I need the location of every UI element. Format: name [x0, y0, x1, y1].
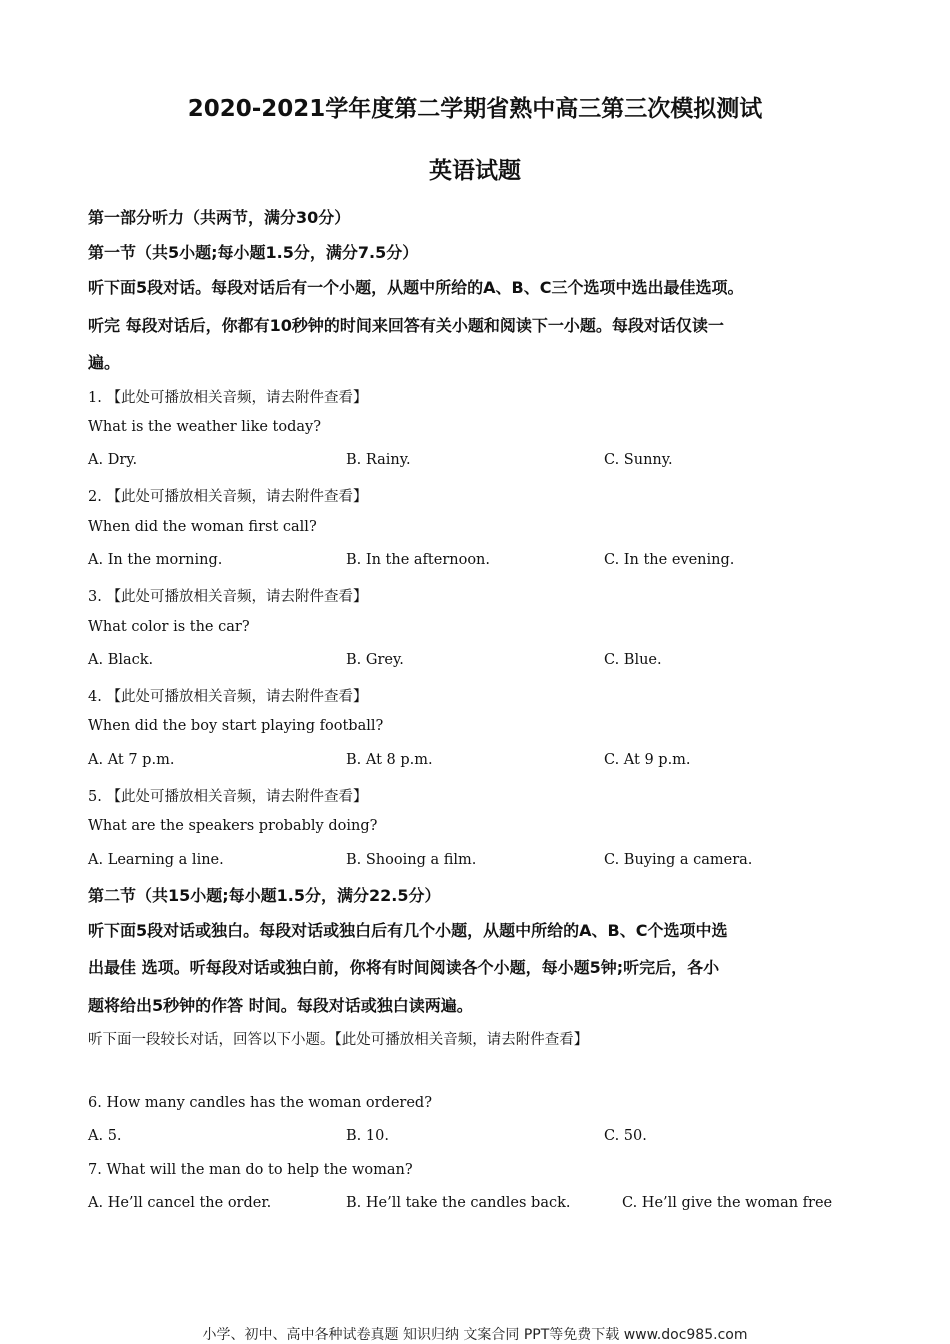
- option-a: A. 5.: [88, 1128, 122, 1144]
- section1-instruction: 听下面5段对话。每段对话后有一个小题，从题中所给的A、B、C三个选项中选出最佳选项。: [88, 278, 744, 297]
- question-text: 7. What will the man do to help the woman?: [88, 1162, 413, 1178]
- option-b: B. Shooing a film.: [346, 852, 477, 868]
- audio-placeholder[interactable]: 4. 【此处可播放相关音频，请去附件查看】: [88, 689, 368, 705]
- section1-instruction: 遍。: [88, 353, 121, 372]
- option-a: A. At 7 p.m.: [88, 752, 175, 768]
- option-b: B. In the afternoon.: [346, 552, 491, 568]
- option-c: C. 50.: [604, 1128, 647, 1144]
- option-a: A. Dry.: [88, 452, 138, 468]
- part1-heading: 第一部分听力（共两节，满分30分）: [88, 208, 351, 227]
- question-text: When did the woman first call?: [88, 519, 317, 535]
- audio-placeholder[interactable]: 1. 【此处可播放相关音频，请去附件查看】: [88, 390, 368, 406]
- option-b: B. Rainy.: [346, 452, 411, 468]
- option-c: C. Sunny.: [604, 452, 673, 468]
- option-a: A. Black.: [88, 652, 154, 668]
- option-c: C. He’ll give the woman free: [622, 1195, 833, 1211]
- option-a: A. He’ll cancel the order.: [88, 1195, 272, 1211]
- option-b: B. Grey.: [346, 652, 404, 668]
- section1-heading: 第一节（共5小题;每小题1.5分，满分7.5分）: [88, 243, 419, 262]
- question-text: 6. How many candles has the woman ordered?: [88, 1095, 432, 1111]
- exam-title: 2020-2021学年度第二学期省熟中高三第三次模拟测试: [187, 96, 763, 122]
- subject-title: 英语试题: [429, 158, 521, 184]
- section2-instruction: 出最佳 选项。听每段对话或独白前，你将有时间阅读各个小题，每小题5钟;听完后，各小: [88, 958, 720, 977]
- question-text: When did the boy start playing football?: [88, 718, 384, 734]
- audio-placeholder[interactable]: 5. 【此处可播放相关音频，请去附件查看】: [88, 789, 368, 805]
- option-b: B. 10.: [346, 1128, 389, 1144]
- section2-instruction: 听下面5段对话或独白。每段对话或独白后有几个小题，从题中所给的A、B、C个选项中选: [88, 921, 728, 940]
- section1-instruction: 听完 每段对话后，你都有10秒钟的时间来回答有关小题和阅读下一小题。每段对话仅读一: [88, 316, 724, 335]
- page-footer[interactable]: 小学、初中、高中各种试卷真题 知识归纳 文案合同 PPT等免费下载 www.doc985.com: [202, 1327, 748, 1343]
- dialogue-note[interactable]: 听下面一段较长对话，回答以下小题。【此处可播放相关音频，请去附件查看】: [88, 1032, 589, 1048]
- option-c: C. In the evening.: [604, 552, 735, 568]
- option-c: C. Blue.: [604, 652, 662, 668]
- audio-placeholder[interactable]: 2. 【此处可播放相关音频，请去附件查看】: [88, 489, 368, 505]
- option-c: C. Buying a camera.: [604, 852, 753, 868]
- section2-instruction: 题将给出5秒钟的作答 时间。每段对话或独白读两遍。: [88, 996, 473, 1015]
- option-b: B. He’ll take the candles back.: [346, 1195, 571, 1211]
- option-a: A. In the morning.: [88, 552, 223, 568]
- audio-placeholder[interactable]: 3. 【此处可播放相关音频，请去附件查看】: [88, 589, 368, 605]
- section2-heading: 第二节（共15小题;每小题1.5分，满分22.5分）: [88, 886, 441, 905]
- option-b: B. At 8 p.m.: [346, 752, 433, 768]
- question-text: What is the weather like today?: [88, 419, 321, 435]
- option-c: C. At 9 p.m.: [604, 752, 691, 768]
- question-text: What are the speakers probably doing?: [88, 818, 378, 834]
- question-text: What color is the car?: [88, 619, 250, 635]
- option-a: A. Learning a line.: [88, 852, 224, 868]
